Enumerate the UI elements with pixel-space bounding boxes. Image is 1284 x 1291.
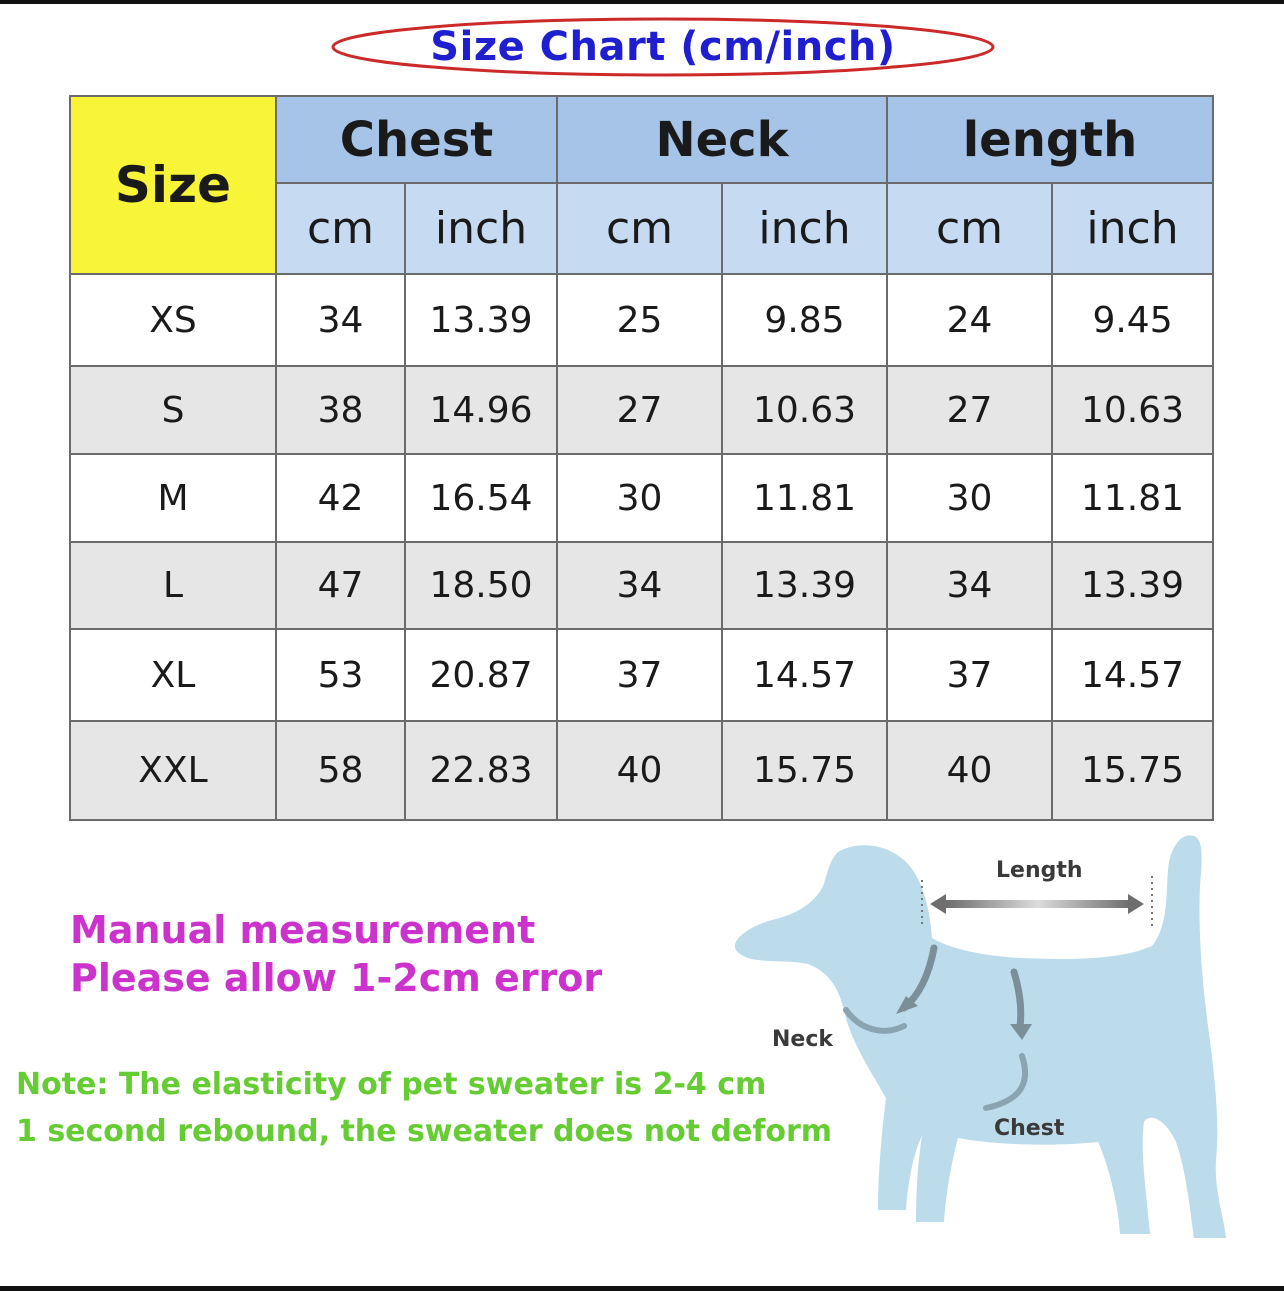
value-cell: 11.81 [1052, 454, 1213, 542]
value-cell: 40 [557, 721, 722, 820]
page-title: Size Chart (cm/inch) [430, 24, 896, 70]
unit-header: cm [557, 183, 722, 274]
value-cell: 13.39 [722, 542, 887, 629]
table-row [70, 454, 1213, 542]
value-cell: 34 [887, 542, 1052, 629]
table-row [70, 721, 1213, 820]
neck-header: Neck [557, 96, 887, 183]
chest-label: Chest [994, 1116, 1065, 1141]
value-cell: 25 [557, 274, 722, 366]
value-cell: 40 [887, 721, 1052, 820]
dog-measurement-diagram [720, 830, 1260, 1250]
top-border [0, 0, 1284, 4]
table-row [70, 629, 1213, 721]
manual-line: Please allow 1-2cm error [70, 956, 603, 1000]
length-header: length [887, 96, 1213, 183]
value-cell: 27 [557, 366, 722, 454]
size-cell: XS [70, 274, 276, 366]
size-cell: L [70, 542, 276, 629]
value-cell: 58 [276, 721, 405, 820]
manual-measurement-note [70, 906, 602, 1002]
value-cell: 10.63 [722, 366, 887, 454]
value-cell: 10.63 [1052, 366, 1213, 454]
elasticity-note [16, 1061, 832, 1155]
value-cell: 16.54 [405, 454, 557, 542]
value-cell: 30 [887, 454, 1052, 542]
value-cell: 37 [887, 629, 1052, 721]
value-cell: 20.87 [405, 629, 557, 721]
length-label: Length [996, 858, 1083, 883]
bottom-border [0, 1286, 1284, 1291]
table-group-header-row [70, 96, 1213, 183]
size-cell: M [70, 454, 276, 542]
size-cell: S [70, 366, 276, 454]
value-cell: 30 [557, 454, 722, 542]
value-cell: 42 [276, 454, 405, 542]
size-cell: XL [70, 629, 276, 721]
value-cell: 27 [887, 366, 1052, 454]
value-cell: 14.57 [722, 629, 887, 721]
value-cell: 37 [557, 629, 722, 721]
value-cell: 53 [276, 629, 405, 721]
value-cell: 18.50 [405, 542, 557, 629]
value-cell: 13.39 [405, 274, 557, 366]
value-cell: 9.85 [722, 274, 887, 366]
value-cell: 14.96 [405, 366, 557, 454]
size-chart-title-banner [330, 16, 996, 78]
chest-header: Chest [276, 96, 557, 183]
value-cell: 13.39 [1052, 542, 1213, 629]
size-cell: XXL [70, 721, 276, 820]
table-row [70, 366, 1213, 454]
value-cell: 24 [887, 274, 1052, 366]
size-table [69, 95, 1214, 821]
note-line: Note: The elasticity of pet sweater is 2-4 cm [16, 1067, 767, 1102]
note-line: 1 second rebound, the sweater does not deform [16, 1114, 833, 1149]
neck-label: Neck [772, 1027, 834, 1052]
value-cell: 15.75 [1052, 721, 1213, 820]
size-column-header: Size [70, 96, 276, 274]
unit-header: inch [405, 183, 557, 274]
unit-header: cm [887, 183, 1052, 274]
table-row [70, 542, 1213, 629]
value-cell: 34 [276, 274, 405, 366]
value-cell: 38 [276, 366, 405, 454]
value-cell: 9.45 [1052, 274, 1213, 366]
value-cell: 34 [557, 542, 722, 629]
value-cell: 11.81 [722, 454, 887, 542]
unit-header: cm [276, 183, 405, 274]
value-cell: 15.75 [722, 721, 887, 820]
table-row [70, 274, 1213, 366]
manual-line: Manual measurement [70, 908, 536, 952]
value-cell: 47 [276, 542, 405, 629]
value-cell: 14.57 [1052, 629, 1213, 721]
unit-header: inch [1052, 183, 1213, 274]
unit-header: inch [722, 183, 887, 274]
value-cell: 22.83 [405, 721, 557, 820]
